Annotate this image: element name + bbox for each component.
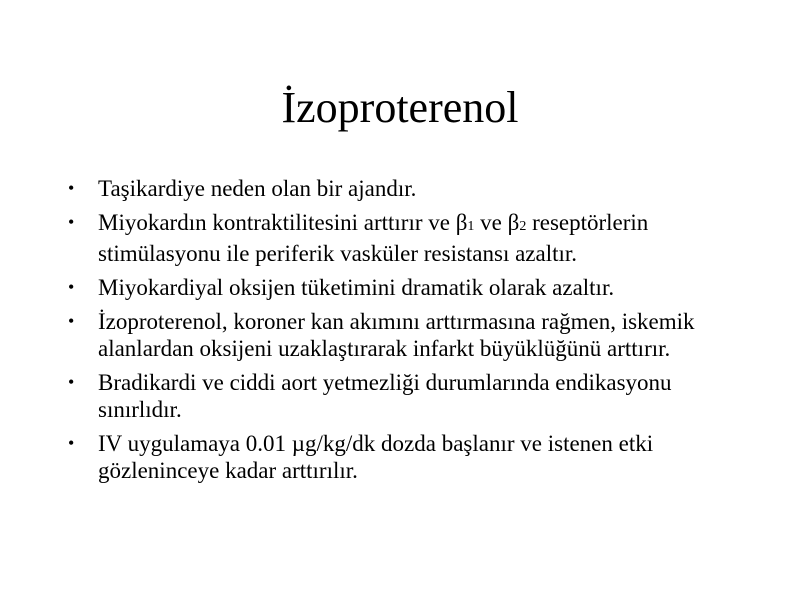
bullet-icon: • (68, 277, 75, 297)
bullet-icon: • (68, 311, 75, 331)
bullet-item (66, 369, 746, 423)
bullet-text: IV uygulamaya 0.01 µg/kg/dk dozda başlanır ve istenen etki gözleninceye kadar arttırılır. (98, 431, 654, 483)
bullet-item (66, 209, 746, 267)
bullet-item (66, 430, 746, 484)
bullet-text: İzoproterenol, koroner kan akımını arttırmasına rağmen, iskemik alanlardan oksijeni uzaklaştırarak infarkt büyüklüğünü arttırır. (98, 309, 695, 361)
subscript: 1 (467, 219, 475, 234)
bullet-text: Bradikardi ve ciddi aort yetmezliği durumlarında endikasyonu sınırlıdır. (98, 370, 672, 422)
bullet-text: Miyokardiyal oksijen tüketimini dramatik olarak azaltır. (98, 275, 615, 300)
bullet-item (66, 274, 746, 301)
bullet-text-part: reseptörlerin stimülasyonu ile periferik vasküler resistansı azaltır. (98, 210, 649, 266)
bullet-icon: • (68, 372, 75, 392)
subscript: 2 (519, 219, 527, 234)
bullet-list (66, 175, 746, 491)
bullet-icon: • (68, 178, 75, 198)
bullet-item (66, 308, 746, 362)
slide-title: İzoproterenol (281, 83, 519, 132)
bullet-icon: • (68, 433, 75, 453)
bullet-text: Taşikardiye neden olan bir ajandır. (98, 176, 417, 201)
bullet-text (98, 210, 648, 266)
bullet-icon: • (68, 212, 75, 232)
bullet-text-part: ve β (474, 210, 520, 235)
bullet-item (66, 175, 746, 202)
bullet-text-part: Miyokardın kontraktilitesini arttırır ve β (98, 210, 468, 235)
